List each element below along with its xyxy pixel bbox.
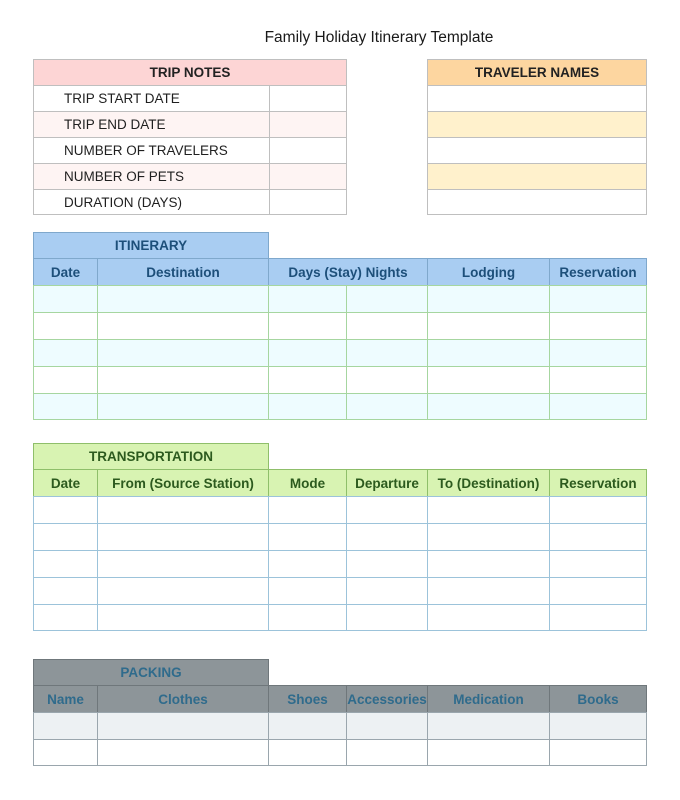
transportation-column-mode: Mode (268, 469, 346, 496)
itinerary-column-destination: Destination (97, 258, 268, 285)
itinerary-cell[interactable] (33, 312, 97, 339)
packing-column-medication: Medication (427, 685, 549, 712)
trip-notes-value-cell[interactable] (269, 85, 347, 111)
itinerary-cell[interactable] (97, 285, 268, 312)
itinerary-cell[interactable] (427, 366, 549, 393)
trip-notes-value-cell[interactable] (269, 137, 347, 163)
packing-cell[interactable] (549, 712, 647, 739)
packing-header: PACKING (33, 659, 269, 685)
transportation-cell[interactable] (346, 523, 427, 550)
transportation-column-departure: Departure (346, 469, 427, 496)
itinerary-cell[interactable] (346, 339, 427, 366)
transportation-cell[interactable] (268, 496, 346, 523)
transportation-cell[interactable] (549, 550, 647, 577)
transportation-cell[interactable] (549, 577, 647, 604)
transportation-cell[interactable] (549, 523, 647, 550)
transportation-cell[interactable] (268, 577, 346, 604)
itinerary-cell[interactable] (97, 312, 268, 339)
packing-column-name: Name (33, 685, 97, 712)
page-title: Family Holiday Itinerary Template (264, 29, 494, 46)
transportation-cell[interactable] (346, 496, 427, 523)
transportation-cell[interactable] (549, 496, 647, 523)
transportation-cell[interactable] (33, 550, 97, 577)
trip-notes-label: TRIP END DATE (33, 111, 269, 137)
itinerary-cell[interactable] (427, 285, 549, 312)
packing-cell[interactable] (549, 739, 647, 766)
transportation-cell[interactable] (97, 577, 268, 604)
packing-cell[interactable] (346, 712, 427, 739)
itinerary-column-days-stay-nights: Days (Stay) Nights (268, 258, 427, 285)
itinerary-cell[interactable] (549, 366, 647, 393)
transportation-cell[interactable] (97, 496, 268, 523)
traveler-name-cell[interactable] (427, 137, 647, 163)
itinerary-cell[interactable] (268, 366, 346, 393)
itinerary-cell[interactable] (33, 285, 97, 312)
itinerary-cell[interactable] (549, 312, 647, 339)
transportation-cell[interactable] (427, 550, 549, 577)
traveler-names-header: TRAVELER NAMES (427, 59, 647, 85)
transportation-cell[interactable] (346, 577, 427, 604)
itinerary-cell[interactable] (97, 366, 268, 393)
transportation-cell[interactable] (268, 550, 346, 577)
transportation-cell[interactable] (346, 604, 427, 631)
itinerary-cell[interactable] (268, 393, 346, 420)
transportation-column-from-source-station: From (Source Station) (97, 469, 268, 496)
transportation-header: TRANSPORTATION (33, 443, 269, 469)
traveler-name-cell[interactable] (427, 163, 647, 189)
itinerary-cell[interactable] (549, 339, 647, 366)
itinerary-column-date: Date (33, 258, 97, 285)
trip-notes-value-cell[interactable] (269, 189, 347, 215)
transportation-cell[interactable] (268, 604, 346, 631)
transportation-cell[interactable] (97, 523, 268, 550)
transportation-cell[interactable] (268, 523, 346, 550)
trip-notes-value-cell[interactable] (269, 163, 347, 189)
itinerary-cell[interactable] (97, 393, 268, 420)
traveler-name-cell[interactable] (427, 111, 647, 137)
transportation-cell[interactable] (427, 496, 549, 523)
trip-notes-label: NUMBER OF PETS (33, 163, 269, 189)
itinerary-cell[interactable] (427, 312, 549, 339)
itinerary-cell[interactable] (427, 339, 549, 366)
transportation-cell[interactable] (427, 604, 549, 631)
transportation-column-to-destination: To (Destination) (427, 469, 549, 496)
itinerary-cell[interactable] (346, 366, 427, 393)
itinerary-cell[interactable] (268, 312, 346, 339)
trip-notes-label: DURATION (DAYS) (33, 189, 269, 215)
trip-notes-label: NUMBER OF TRAVELERS (33, 137, 269, 163)
itinerary-cell[interactable] (33, 393, 97, 420)
packing-column-accessories: Accessories (346, 685, 427, 712)
itinerary-cell[interactable] (97, 339, 268, 366)
transportation-cell[interactable] (33, 523, 97, 550)
trip-notes-label: TRIP START DATE (33, 85, 269, 111)
transportation-cell[interactable] (427, 577, 549, 604)
packing-cell[interactable] (427, 712, 549, 739)
transportation-column-reservation: Reservation (549, 469, 647, 496)
itinerary-cell[interactable] (268, 339, 346, 366)
transportation-cell[interactable] (97, 604, 268, 631)
itinerary-column-lodging: Lodging (427, 258, 549, 285)
itinerary-cell[interactable] (346, 312, 427, 339)
packing-column-clothes: Clothes (97, 685, 268, 712)
itinerary-cell[interactable] (549, 285, 647, 312)
packing-cell[interactable] (97, 739, 268, 766)
itinerary-cell[interactable] (549, 393, 647, 420)
itinerary-cell[interactable] (33, 366, 97, 393)
itinerary-cell[interactable] (33, 339, 97, 366)
transportation-cell[interactable] (33, 604, 97, 631)
transportation-cell[interactable] (427, 523, 549, 550)
itinerary-cell[interactable] (346, 393, 427, 420)
packing-cell[interactable] (97, 712, 268, 739)
transportation-cell[interactable] (33, 577, 97, 604)
traveler-name-cell[interactable] (427, 85, 647, 111)
packing-cell[interactable] (268, 712, 346, 739)
transportation-cell[interactable] (97, 550, 268, 577)
transportation-column-date: Date (33, 469, 97, 496)
packing-cell[interactable] (346, 739, 427, 766)
traveler-name-cell[interactable] (427, 189, 647, 215)
packing-column-shoes: Shoes (268, 685, 346, 712)
itinerary-header: ITINERARY (33, 232, 269, 258)
itinerary-cell[interactable] (427, 393, 549, 420)
transportation-cell[interactable] (346, 550, 427, 577)
trip-notes-header: TRIP NOTES (33, 59, 347, 85)
packing-cell[interactable] (33, 712, 97, 739)
packing-cell[interactable] (427, 739, 549, 766)
itinerary-column-reservation: Reservation (549, 258, 647, 285)
transportation-cell[interactable] (33, 496, 97, 523)
trip-notes-value-cell[interactable] (269, 111, 347, 137)
itinerary-cell[interactable] (346, 285, 427, 312)
packing-cell[interactable] (33, 739, 97, 766)
transportation-cell[interactable] (549, 604, 647, 631)
itinerary-cell[interactable] (268, 285, 346, 312)
packing-column-books: Books (549, 685, 647, 712)
packing-cell[interactable] (268, 739, 346, 766)
